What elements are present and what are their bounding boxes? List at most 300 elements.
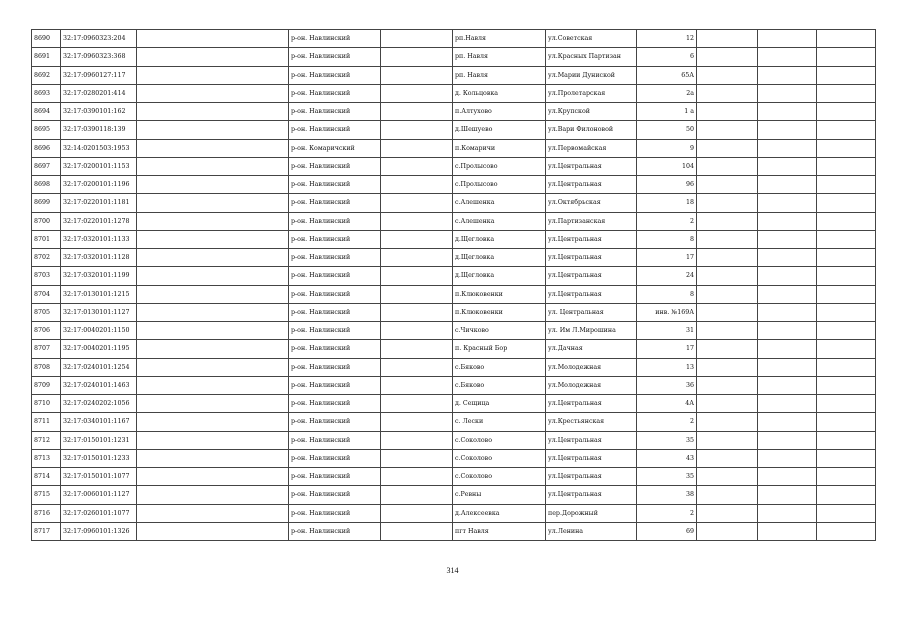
empty-cell	[697, 230, 758, 248]
empty-cell	[697, 249, 758, 267]
empty-cell	[697, 486, 758, 504]
empty-cell	[697, 30, 758, 48]
empty-cell	[381, 303, 453, 321]
cadastral-number: 32:17:0200101:1153	[61, 157, 137, 175]
settlement: д. Сещица	[453, 395, 546, 413]
empty-cell	[381, 30, 453, 48]
cadastral-number: 32:17:0320101:1199	[61, 267, 137, 285]
empty-cell	[381, 157, 453, 175]
street: ул.Центральная	[546, 431, 637, 449]
empty-cell	[381, 249, 453, 267]
table-row	[32, 468, 876, 486]
district: р-он. Навлинский	[289, 449, 381, 467]
cadastral-number: 32:17:0390101:162	[61, 103, 137, 121]
row-number: 8691	[32, 48, 61, 66]
empty-cell	[137, 84, 289, 102]
settlement: с.Пролысово	[453, 157, 546, 175]
table-row	[32, 139, 876, 157]
settlement: с.Пролысово	[453, 176, 546, 194]
empty-cell	[697, 468, 758, 486]
house-number: 43	[637, 449, 697, 467]
empty-cell	[697, 66, 758, 84]
cadastral-number: 32:17:0320101:1133	[61, 230, 137, 248]
empty-cell	[758, 413, 817, 431]
empty-cell	[137, 431, 289, 449]
empty-cell	[697, 358, 758, 376]
district: р-он. Навлинский	[289, 322, 381, 340]
street: ул.Ленина	[546, 522, 637, 540]
empty-cell	[381, 176, 453, 194]
settlement: с.Ревны	[453, 486, 546, 504]
empty-cell	[137, 303, 289, 321]
settlement: п.Клюковенки	[453, 285, 546, 303]
street: ул.Вари Филоновой	[546, 121, 637, 139]
empty-cell	[817, 84, 876, 102]
cadastral-number: 32:17:0150101:1233	[61, 449, 137, 467]
district: р-он. Навлинский	[289, 194, 381, 212]
house-number: 96	[637, 176, 697, 194]
empty-cell	[381, 285, 453, 303]
row-number: 8707	[32, 340, 61, 358]
property-register-table	[31, 29, 876, 541]
empty-cell	[381, 358, 453, 376]
empty-cell	[697, 157, 758, 175]
cadastral-number: 32:17:0320101:1128	[61, 249, 137, 267]
empty-cell	[697, 376, 758, 394]
house-number: 18	[637, 194, 697, 212]
street: ул.Центральная	[546, 176, 637, 194]
empty-cell	[137, 449, 289, 467]
table-row	[32, 486, 876, 504]
house-number: 2а	[637, 84, 697, 102]
empty-cell	[381, 340, 453, 358]
row-number: 8703	[32, 267, 61, 285]
row-number: 8717	[32, 522, 61, 540]
settlement: п.Алтухово	[453, 103, 546, 121]
settlement: д.Щегловка	[453, 267, 546, 285]
cadastral-number: 32:17:0280201:414	[61, 84, 137, 102]
settlement: д.Щегловка	[453, 249, 546, 267]
house-number: 9	[637, 139, 697, 157]
row-number: 8690	[32, 30, 61, 48]
cadastral-number: 32:17:0960323:368	[61, 48, 137, 66]
empty-cell	[817, 212, 876, 230]
empty-cell	[817, 121, 876, 139]
empty-cell	[137, 194, 289, 212]
empty-cell	[758, 468, 817, 486]
empty-cell	[758, 358, 817, 376]
empty-cell	[817, 413, 876, 431]
settlement: пгт Навля	[453, 522, 546, 540]
house-number: 36	[637, 376, 697, 394]
cadastral-number: 32:17:0220101:1278	[61, 212, 137, 230]
house-number: 8	[637, 285, 697, 303]
table-row	[32, 413, 876, 431]
district: р-он. Навлинский	[289, 121, 381, 139]
row-number: 8692	[32, 66, 61, 84]
settlement: с.Соколово	[453, 468, 546, 486]
empty-cell	[758, 84, 817, 102]
district: р-он. Навлинский	[289, 212, 381, 230]
row-number: 8693	[32, 84, 61, 102]
house-number: 17	[637, 249, 697, 267]
table-row	[32, 285, 876, 303]
empty-cell	[758, 322, 817, 340]
empty-cell	[817, 66, 876, 84]
empty-cell	[817, 230, 876, 248]
district: р-он. Навлинский	[289, 358, 381, 376]
cadastral-number: 32:17:0340101:1167	[61, 413, 137, 431]
row-number: 8712	[32, 431, 61, 449]
empty-cell	[817, 358, 876, 376]
street: ул.Центральная	[546, 486, 637, 504]
empty-cell	[697, 84, 758, 102]
empty-cell	[817, 48, 876, 66]
row-number: 8696	[32, 139, 61, 157]
street: пер.Дорожный	[546, 504, 637, 522]
settlement: с.Алешенка	[453, 194, 546, 212]
empty-cell	[817, 376, 876, 394]
house-number: 35	[637, 431, 697, 449]
table-row	[32, 157, 876, 175]
empty-cell	[817, 285, 876, 303]
row-number: 8716	[32, 504, 61, 522]
cadastral-number: 32:17:0240202:1056	[61, 395, 137, 413]
empty-cell	[758, 504, 817, 522]
empty-cell	[381, 376, 453, 394]
settlement: с.Бяково	[453, 376, 546, 394]
table-row	[32, 66, 876, 84]
house-number: 13	[637, 358, 697, 376]
empty-cell	[137, 212, 289, 230]
house-number: 17	[637, 340, 697, 358]
street: ул.Молодежная	[546, 358, 637, 376]
empty-cell	[381, 121, 453, 139]
empty-cell	[137, 522, 289, 540]
empty-cell	[137, 157, 289, 175]
street: ул.Крестьянская	[546, 413, 637, 431]
house-number: 104	[637, 157, 697, 175]
district: р-он. Навлинский	[289, 303, 381, 321]
empty-cell	[697, 121, 758, 139]
table-row	[32, 303, 876, 321]
empty-cell	[137, 249, 289, 267]
district: р-он. Навлинский	[289, 376, 381, 394]
settlement: с.Соколово	[453, 449, 546, 467]
empty-cell	[817, 468, 876, 486]
empty-cell	[697, 285, 758, 303]
table-row	[32, 230, 876, 248]
house-number: 4А	[637, 395, 697, 413]
empty-cell	[697, 139, 758, 157]
street: ул.Центральная	[546, 230, 637, 248]
empty-cell	[697, 194, 758, 212]
house-number: 8	[637, 230, 697, 248]
table-row	[32, 103, 876, 121]
row-number: 8700	[32, 212, 61, 230]
district: р-он. Навлинский	[289, 522, 381, 540]
empty-cell	[697, 322, 758, 340]
settlement: п. Красный Бор	[453, 340, 546, 358]
settlement: д. Кольцовка	[453, 84, 546, 102]
table-row	[32, 395, 876, 413]
row-number: 8694	[32, 103, 61, 121]
empty-cell	[697, 267, 758, 285]
settlement: рп.Навля	[453, 30, 546, 48]
house-number: 50	[637, 121, 697, 139]
district: р-он. Навлинский	[289, 157, 381, 175]
row-number: 8714	[32, 468, 61, 486]
table-body	[32, 30, 876, 541]
empty-cell	[381, 212, 453, 230]
empty-cell	[381, 230, 453, 248]
street: ул.Октябрьская	[546, 194, 637, 212]
row-number: 8713	[32, 449, 61, 467]
empty-cell	[817, 486, 876, 504]
empty-cell	[758, 103, 817, 121]
empty-cell	[817, 322, 876, 340]
empty-cell	[137, 30, 289, 48]
district: р-он. Навлинский	[289, 340, 381, 358]
empty-cell	[697, 303, 758, 321]
district: р-он. Навлинский	[289, 504, 381, 522]
empty-cell	[758, 340, 817, 358]
empty-cell	[758, 449, 817, 467]
district: р-он. Навлинский	[289, 267, 381, 285]
street: ул.Центральная	[546, 267, 637, 285]
row-number: 8701	[32, 230, 61, 248]
empty-cell	[758, 212, 817, 230]
empty-cell	[817, 30, 876, 48]
empty-cell	[137, 486, 289, 504]
empty-cell	[137, 139, 289, 157]
table-row	[32, 48, 876, 66]
house-number: 31	[637, 322, 697, 340]
table-row	[32, 449, 876, 467]
empty-cell	[817, 504, 876, 522]
empty-cell	[758, 267, 817, 285]
empty-cell	[817, 395, 876, 413]
house-number: инв. №169А	[637, 303, 697, 321]
empty-cell	[758, 303, 817, 321]
cadastral-number: 32:17:0390118:139	[61, 121, 137, 139]
house-number: 2	[637, 504, 697, 522]
street: ул.Центральная	[546, 285, 637, 303]
empty-cell	[758, 431, 817, 449]
empty-cell	[758, 157, 817, 175]
empty-cell	[817, 176, 876, 194]
table-row	[32, 358, 876, 376]
empty-cell	[381, 395, 453, 413]
table-row	[32, 376, 876, 394]
empty-cell	[381, 84, 453, 102]
empty-cell	[381, 194, 453, 212]
district: р-он. Навлинский	[289, 413, 381, 431]
empty-cell	[817, 267, 876, 285]
empty-cell	[758, 522, 817, 540]
empty-cell	[137, 395, 289, 413]
empty-cell	[817, 340, 876, 358]
district: р-он. Навлинский	[289, 84, 381, 102]
street: ул.Центральная	[546, 249, 637, 267]
empty-cell	[758, 486, 817, 504]
empty-cell	[137, 103, 289, 121]
empty-cell	[137, 340, 289, 358]
street: ул.Красных Партизан	[546, 48, 637, 66]
row-number: 8705	[32, 303, 61, 321]
empty-cell	[758, 176, 817, 194]
table-row	[32, 522, 876, 540]
street: ул.Центральная	[546, 395, 637, 413]
empty-cell	[758, 395, 817, 413]
empty-cell	[758, 66, 817, 84]
district: р-он. Навлинский	[289, 103, 381, 121]
district: р-он. Комаричский	[289, 139, 381, 157]
empty-cell	[381, 103, 453, 121]
cadastral-number: 32:17:0040201:1150	[61, 322, 137, 340]
empty-cell	[697, 395, 758, 413]
empty-cell	[697, 340, 758, 358]
cadastral-number: 32:17:0200101:1196	[61, 176, 137, 194]
cadastral-number: 32:17:0060101:1127	[61, 486, 137, 504]
empty-cell	[381, 66, 453, 84]
table-row	[32, 322, 876, 340]
cadastral-number: 32:17:0260101:1077	[61, 504, 137, 522]
cadastral-number: 32:17:0150101:1231	[61, 431, 137, 449]
table-row	[32, 30, 876, 48]
cadastral-number: 32:14:0201503:1953	[61, 139, 137, 157]
empty-cell	[137, 230, 289, 248]
empty-cell	[817, 194, 876, 212]
district: р-он. Навлинский	[289, 66, 381, 84]
street: ул.Центральная	[546, 157, 637, 175]
row-number: 8708	[32, 358, 61, 376]
district: р-он. Навлинский	[289, 431, 381, 449]
house-number: 69	[637, 522, 697, 540]
district: р-он. Навлинский	[289, 30, 381, 48]
street: ул.Центральная	[546, 449, 637, 467]
empty-cell	[697, 449, 758, 467]
street: ул.Партизанская	[546, 212, 637, 230]
empty-cell	[697, 522, 758, 540]
empty-cell	[758, 139, 817, 157]
empty-cell	[697, 504, 758, 522]
table-row	[32, 267, 876, 285]
empty-cell	[817, 303, 876, 321]
row-number: 8710	[32, 395, 61, 413]
street: ул.Дачная	[546, 340, 637, 358]
empty-cell	[137, 66, 289, 84]
settlement: рп. Навля	[453, 48, 546, 66]
settlement: с.Бяково	[453, 358, 546, 376]
street: ул.Центральная	[546, 468, 637, 486]
settlement: п.Клюковенки	[453, 303, 546, 321]
empty-cell	[137, 376, 289, 394]
empty-cell	[758, 249, 817, 267]
empty-cell	[137, 48, 289, 66]
empty-cell	[817, 431, 876, 449]
row-number: 8711	[32, 413, 61, 431]
empty-cell	[817, 449, 876, 467]
empty-cell	[817, 522, 876, 540]
settlement: с.Соколово	[453, 431, 546, 449]
house-number: 38	[637, 486, 697, 504]
empty-cell	[758, 285, 817, 303]
empty-cell	[758, 230, 817, 248]
table-row	[32, 431, 876, 449]
cadastral-number: 32:17:0960323:204	[61, 30, 137, 48]
house-number: 2	[637, 212, 697, 230]
empty-cell	[758, 30, 817, 48]
empty-cell	[137, 358, 289, 376]
settlement: рп. Навля	[453, 66, 546, 84]
house-number: 2	[637, 413, 697, 431]
house-number: 35	[637, 468, 697, 486]
street: ул.Пролетарская	[546, 84, 637, 102]
settlement: д.Шешуево	[453, 121, 546, 139]
house-number: 24	[637, 267, 697, 285]
cadastral-number: 32:17:0960127:117	[61, 66, 137, 84]
empty-cell	[697, 176, 758, 194]
street: ул.Марии Дуниской	[546, 66, 637, 84]
house-number: 65А	[637, 66, 697, 84]
empty-cell	[381, 486, 453, 504]
empty-cell	[381, 322, 453, 340]
settlement: с. Лески	[453, 413, 546, 431]
district: р-он. Навлинский	[289, 230, 381, 248]
row-number: 8702	[32, 249, 61, 267]
empty-cell	[817, 139, 876, 157]
empty-cell	[137, 285, 289, 303]
street: ул.Советская	[546, 30, 637, 48]
cadastral-number: 32:17:0960101:1326	[61, 522, 137, 540]
row-number: 8715	[32, 486, 61, 504]
cadastral-number: 32:17:0040201:1195	[61, 340, 137, 358]
empty-cell	[381, 468, 453, 486]
empty-cell	[817, 103, 876, 121]
empty-cell	[381, 504, 453, 522]
settlement: д.Щегловка	[453, 230, 546, 248]
district: р-он. Навлинский	[289, 285, 381, 303]
house-number: 1 а	[637, 103, 697, 121]
table-row	[32, 176, 876, 194]
empty-cell	[137, 176, 289, 194]
house-number: 6	[637, 48, 697, 66]
empty-cell	[137, 468, 289, 486]
empty-cell	[381, 267, 453, 285]
row-number: 8699	[32, 194, 61, 212]
cadastral-number: 32:17:0220101:1181	[61, 194, 137, 212]
house-number: 12	[637, 30, 697, 48]
row-number: 8706	[32, 322, 61, 340]
empty-cell	[137, 322, 289, 340]
cadastral-number: 32:17:0130101:1127	[61, 303, 137, 321]
street: ул.Крупской	[546, 103, 637, 121]
district: р-он. Навлинский	[289, 468, 381, 486]
street: ул.Первомайская	[546, 139, 637, 157]
cadastral-number: 32:17:0150101:1077	[61, 468, 137, 486]
district: р-он. Навлинский	[289, 249, 381, 267]
district: р-он. Навлинский	[289, 176, 381, 194]
street: ул.Молодежная	[546, 376, 637, 394]
empty-cell	[758, 194, 817, 212]
empty-cell	[137, 121, 289, 139]
empty-cell	[697, 431, 758, 449]
district: р-он. Навлинский	[289, 486, 381, 504]
table-row	[32, 194, 876, 212]
row-number: 8704	[32, 285, 61, 303]
district: р-он. Навлинский	[289, 395, 381, 413]
